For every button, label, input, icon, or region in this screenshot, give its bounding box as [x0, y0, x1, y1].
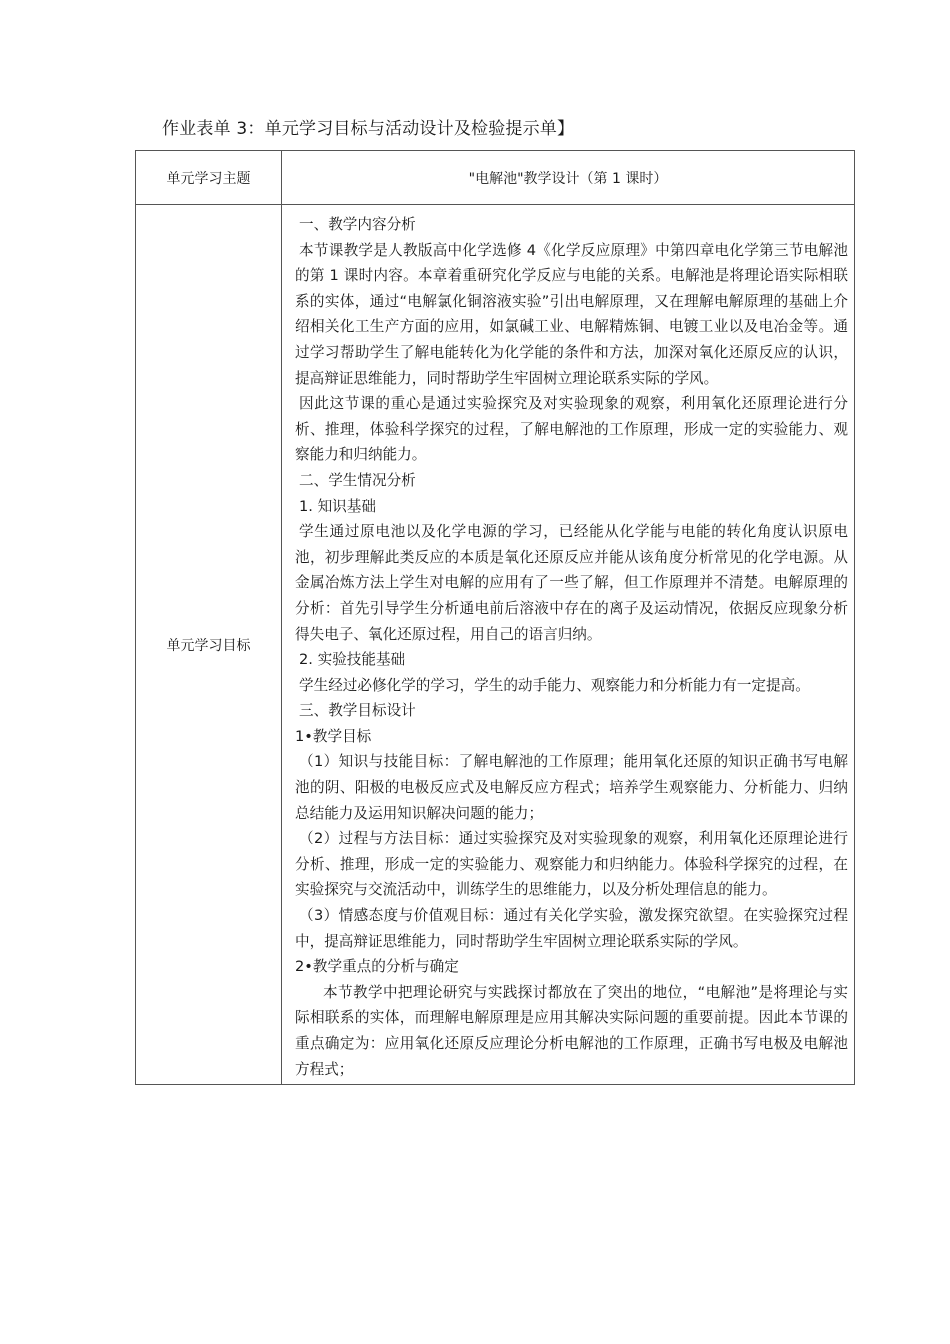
section-heading-objectives-design: 三、教学目标设计: [299, 702, 416, 720]
objectives-label-cell: 单元学习目标: [136, 205, 282, 1085]
paragraph-objective-attitude: （3）情感态度与价值观目标：通过有关化学实验，激发探究欲望。在实验探究过程中，提高辩证思维能力，同时帮助学生牢固树立理论联系实际的学风。: [295, 907, 848, 950]
paragraph-lesson-focus: 因此这节课的重心是通过实验探究及对实验现象的观察，利用氧化还原理论进行分析、推理，体验科学探究的过程，了解电解池的工作原理，形成一定的实验能力、观察能力和归纳能力。: [295, 395, 848, 464]
paragraph-key-points: 本节教学中把理论研究与实践探讨都放在了突出的地位，“电解池”是将理论与实际相联系的实体，而理解电解原理是应用其解决实际问题的重要前提。因此本节课的重点确定为：应用氧化还原反应理论分析电解池的工作原理，正确书写电极及电解池方程式；: [295, 983, 848, 1078]
table-row-objectives: [136, 205, 855, 1085]
objectives-content-cell: [282, 205, 855, 1085]
paragraph-lab-skills: 学生经过必修化学的学习，学生的动手能力、观察能力和分析能力有一定提高。: [299, 676, 810, 694]
table-row-topic: [136, 151, 855, 205]
subheading-lab-skills: 2. 实验技能基础: [299, 651, 406, 669]
document-title: 作业表单 3：单元学习目标与活动设计及检验提示单】: [162, 119, 575, 139]
paragraph-objective-knowledge: （1）知识与技能目标：了解电解池的工作原理；能用氧化还原的知识正确书写电解池的阴、阳极的电极反应式及电解反应方程式；培养学生观察能力、分析能力、归纳总结能力及运用知识解决问题的能力；: [295, 753, 848, 822]
topic-label-cell: 单元学习主题: [136, 151, 282, 205]
subheading-key-points: 2•教学重点的分析与确定: [295, 958, 459, 976]
paragraph-objective-process: （2）过程与方法目标：通过实验探究及对实验现象的观察，利用氧化还原理论进行分析、推理，形成一定的实验能力、观察能力和归纳能力。体验科学探究的过程，在实验探究与交流活动中，训练学生的思维能力，以及分析处理信息的能力。: [295, 830, 848, 899]
subheading-teaching-objectives: 1•教学目标: [295, 727, 372, 745]
unit-design-table: [135, 150, 855, 1085]
section-heading-content-analysis: 一、教学内容分析: [299, 216, 416, 233]
section-heading-student-analysis: 二、学生情况分析: [299, 471, 416, 489]
paragraph-content-analysis: 本节课教学是人教版高中化学选修 4《化学反应原理》中第四章电化学第三节电解池的第 1 课时内容。本章着重研究化学反应与电能的关系。电解池是将理论语实际相联系的实体，通过“电解氯化铜溶液实验”引出电解原理，又在理解电解原理的基础上介绍相关化工生产方面的应用，如氯碱工业、电解精炼铜、电镀工业以及电冶金等。通过学习帮助学生了解电能转化为化学能的条件和方法，加深对氧化还原反应的认识，提高辩证思维能力，同时帮助学生牢固树立理论联系实际的学风。: [295, 241, 848, 387]
paragraph-knowledge-base: 学生通过原电池以及化学电源的学习，已经能从化学能与电能的转化角度认识原电池，初步理解此类反应的本质是氧化还原反应并能从该角度分析常见的化学电源。从金属冶炼方法上学生对电解的应用有了一些了解，但工作原理并不清楚。电解原理的分析：首先引导学生分析通电前后溶液中存在的离子及运动情况，依据反应现象分析得失电子、氧化还原过程，用自己的语言归纳。: [295, 523, 848, 643]
subheading-knowledge-base: 1. 知识基础: [299, 497, 376, 515]
topic-value-cell: "电解池"教学设计（第 1 课时）: [282, 151, 855, 205]
